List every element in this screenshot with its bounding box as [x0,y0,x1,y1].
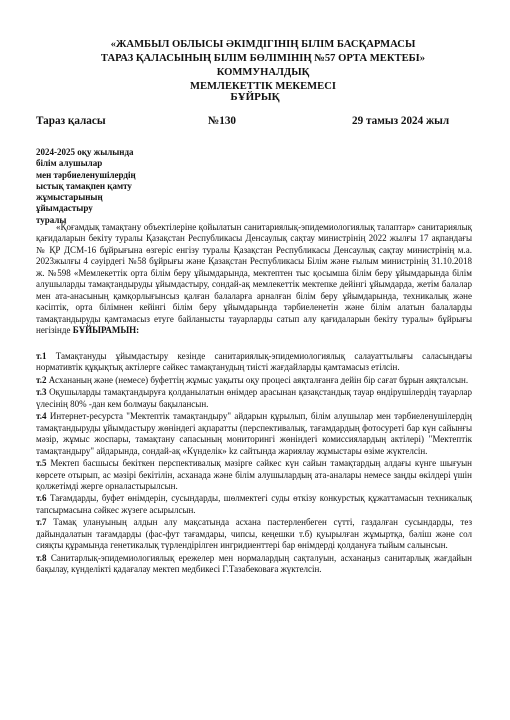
order-item [36,458,472,492]
order-items-list [36,351,472,577]
subject-line: ұйымдастыру [36,203,93,214]
item-text: Оқушыларды тамақтандыруға қолданылатын өнімдер арасынан қазақстандық тауар өндірушілердің тауарлар үлесінің 80% -дан кем болмауы бақылансын. [36,387,473,409]
order-subject [36,147,196,226]
organization-line: ТАРАЗ ҚАЛАСЫНЫҢ БІЛІМ БӨЛІМІНІҢ №57 ОРТА МЕКТЕБІ» КОММУНАЛДЫҚ [100,53,426,78]
item-number: т.3 [36,387,47,398]
order-word: БҰЙЫРАМЫН: [72,325,140,336]
organization-header [58,38,468,94]
preamble-paragraph [36,222,472,337]
item-number: т.1 [36,351,47,361]
preamble-text: «Қоғамдық тамақтану объектілеріне қойылатын санитариялық-эпидемиологиялық талаптар» санитариялық қағидаларын бекіту туралы Қазақстан Республикасы Денсаулық сақтау министрінің 2022 жылғы 17 ақпандағы № ҚР ДСМ-16 бұйрығына өзгеріс енгізу туралы Қазақстан Республикасы Денсаулық сақтау министрінің м.а. 2023жылғы 4 сәуірдегі №58 бұйрығы және Қазақстан Республикасы Білім және ғылым министрінің 31.10.2018 ж. №598 «Мемлекеттік орта білім беру ұйымдарында, мектептен тыс қосымша білім беру ұйымдарында білім алушыларды тамақтандыруды ұйымдастыру, сондай-ақ мемлекеттік мектепке дейінгі ұйымдарда, жетім балалар мен ата-анасының қамқорлығынсыз қалған балаларға арналған білім беру ұйымдарында, техникалық және кәсіптік, орта білімнен кейінгі білім беру ұйымдарында тәрбиеленетін және білім алатын балаларды тамақтандыруды қамтамасыз етуге байланысты тауарларды сатып алу қағидаларын бекіту туралы» бұйрығы негізінде [36,222,472,336]
item-text: Асхананың және (немесе) буфеттің жұмыс уақыты оқу процесі аяқталғанға дейін бір сағат бұрын аяқталсын. [48,374,469,385]
subject-line: жұмыстарының [36,192,103,203]
city-name: Тараз қаласы [36,115,106,127]
order-item [36,387,472,410]
item-text: Тамақтануды ұйымдастыру кезінде санитариялық-эпидемиологиялық салауаттылығы саласындағы нормативтік құқықтық актілерге сәйкес тамақтанудың тиісті жағдайларды қамтамасыз етілсін. [36,351,473,373]
item-number: т.5 [36,458,47,469]
order-item [36,351,472,374]
order-item [36,375,472,386]
item-number: т.6 [36,493,47,504]
subject-line: туралы [36,214,67,225]
document-type-title: БҰЙРЫҚ [230,91,280,103]
item-text: Интернет-ресурста "Мектептік тамақтандыру" айдарын құрылып, білім алушылар мен тәрбиеленушілердің тамақтандыруды ұйымдастыру жөніндегі ақпаратты (перспективалық, тағамдардың фотосуреті бар күн сайынғы мәзір, жұмыс жоспары, тамақтану сапасының мониторингі жөніндегі комиссиялардың актілері) "Мектептік тамақтандыру" айдарында, сондай-ақ «Күнделік» kz сайтында жариялау жұмыстары өзіме жүктелсін. [36,411,472,456]
item-text: Санитарлық-эпидемиологиялық ережелер мен нормалардың сақталуын, асханаңыз санитарлық жағдайын бақылау, күнделікті қадағалау мектеп медбикесі Г.Тазабековаға жүктелсін. [36,552,472,575]
item-number: т.2 [36,374,47,385]
order-item [36,411,472,457]
item-text: Тамақ улануының алдын алу мақсатында асхана пастерленбеген сүтті, газдалған сусындарды, тез дайындалатын тағамдарды (фас-фут тағамдары, чипсы, кеңешки т.б) қуырылған жұмыртқа, бәліш және сол сияқты құрамында генетикалық түрлендірілген ингридиенттері бар өнімдерді қолдануға тыйым салынсын. [36,517,472,551]
item-text: Тағамдарды, буфет өнімдерін, сусындарды, шөлмектегі суды өткізу конкурстық құжаттамасын техникалық тапсырмасына сәйкес жүзеге асырылсын. [36,493,473,515]
order-item [36,517,472,551]
subject-line: 2024-2025 оқу жылында [36,147,134,157]
organization-line: МЕМЛЕКЕТТІК МЕКЕМЕСІ [189,81,336,92]
item-number: т.8 [36,552,47,563]
order-item [36,493,472,516]
order-item [36,553,472,576]
item-text: Мектеп басшысы бекіткен перспективалық мәзірге сәйкес күн сайын тамақтардың алдағы күнге шығуын көрсете отырып, ас мәзірі бекітілін, асханада және білім алушылардың ата-аналары немесе заңды өкілдері үшін қолжетімді жерге орналастырылсын. [36,458,473,491]
order-date: 29 тамыз 2024 жыл [352,115,450,127]
item-number: т.4 [36,411,47,422]
item-number: т.7 [36,517,47,528]
subject-line: білім алушылар [36,158,103,169]
organization-line: «ЖАМБЫЛ ОБЛЫСЫ ӘКІМДІГІНІҢ БІЛІМ БАСҚАРМАСЫ [110,39,416,50]
subject-line: ыстық тамақпен қамту [36,180,132,191]
order-number: №130 [208,115,237,127]
subject-line: мен тәрбиеленушілердің [36,169,136,180]
